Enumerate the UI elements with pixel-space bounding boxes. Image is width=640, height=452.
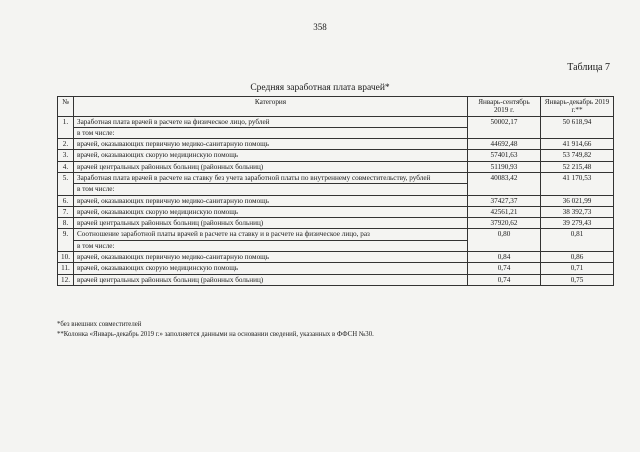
row-category: Соотношение заработной платы врачей в расчете на ставку и в расчете на физическое лицо, раз bbox=[74, 229, 468, 240]
table-row bbox=[58, 195, 614, 206]
row-number: 3. bbox=[58, 150, 74, 161]
value-jan-sep: 57401,63 bbox=[468, 150, 541, 161]
value-jan-sep: 0,80 bbox=[468, 229, 541, 252]
row-number: 5. bbox=[58, 172, 74, 195]
value-jan-sep: 0,84 bbox=[468, 251, 541, 262]
row-category: врачей центральных районных больниц (районных больниц) bbox=[74, 161, 468, 172]
value-jan-dec: 41 914,66 bbox=[541, 139, 614, 150]
row-number: 7. bbox=[58, 206, 74, 217]
row-number: 12. bbox=[58, 274, 74, 285]
table-row bbox=[58, 218, 614, 229]
row-category: врачей, оказывающих скорую медицинскую помощь bbox=[74, 150, 468, 161]
header-category: Категория bbox=[74, 97, 468, 117]
value-jan-sep: 42561,21 bbox=[468, 206, 541, 217]
row-subcaption: в том числе: bbox=[74, 184, 468, 195]
value-jan-sep: 37427,37 bbox=[468, 195, 541, 206]
row-category: врачей, оказывающих скорую медицинскую помощь bbox=[74, 206, 468, 217]
row-category: врачей, оказывающих первичную медико-санитарную помощь bbox=[74, 195, 468, 206]
value-jan-dec: 38 392,73 bbox=[541, 206, 614, 217]
row-number: 8. bbox=[58, 218, 74, 229]
row-subcaption: в том числе: bbox=[74, 240, 468, 251]
row-category: врачей, оказывающих первичную медико-санитарную помощь bbox=[74, 251, 468, 262]
table-row bbox=[58, 263, 614, 274]
table-row bbox=[58, 150, 614, 161]
document-title: Средняя заработная плата врачей* bbox=[250, 83, 390, 93]
value-jan-sep: 0,74 bbox=[468, 274, 541, 285]
row-category: врачей центральных районных больниц (районных больниц) bbox=[74, 218, 468, 229]
value-jan-dec: 53 749,82 bbox=[541, 150, 614, 161]
value-jan-dec: 50 618,94 bbox=[541, 116, 614, 139]
header-num: № bbox=[58, 97, 74, 117]
value-jan-dec: 36 021,99 bbox=[541, 195, 614, 206]
value-jan-sep: 0,74 bbox=[468, 263, 541, 274]
row-number: 2. bbox=[58, 139, 74, 150]
row-subcaption: в том числе: bbox=[74, 127, 468, 138]
table-row bbox=[58, 274, 614, 285]
page-number: 358 bbox=[313, 22, 327, 32]
value-jan-dec: 0,75 bbox=[541, 274, 614, 285]
header-jan-sep: Январь-сентябрь 2019 г. bbox=[468, 97, 541, 117]
footnote-2: **Колонка «Январь-декабрь 2019 г.» заполняется данными на основании сведений, указанных в ФФСН №30. bbox=[57, 330, 374, 338]
table-row bbox=[58, 161, 614, 172]
row-category: Заработная плата врачей в расчете на физическое лицо, рублей bbox=[74, 116, 468, 127]
table-row bbox=[58, 139, 614, 150]
row-number: 6. bbox=[58, 195, 74, 206]
value-jan-dec: 52 215,48 bbox=[541, 161, 614, 172]
value-jan-dec: 41 170,53 bbox=[541, 172, 614, 195]
row-category: врачей центральных районных больниц (районных больниц) bbox=[74, 274, 468, 285]
table-label: Таблица 7 bbox=[567, 62, 610, 73]
table-row bbox=[58, 116, 614, 127]
row-category: Заработная плата врачей в расчете на ставку без учета заработной платы по внутреннему совместительству, рублей bbox=[74, 172, 468, 183]
row-number: 11. bbox=[58, 263, 74, 274]
table-row bbox=[58, 229, 614, 240]
table-header-row bbox=[58, 97, 614, 117]
row-number: 4. bbox=[58, 161, 74, 172]
value-jan-dec: 0,81 bbox=[541, 229, 614, 252]
value-jan-dec: 0,71 bbox=[541, 263, 614, 274]
table-row bbox=[58, 206, 614, 217]
value-jan-sep: 50002,17 bbox=[468, 116, 541, 139]
row-category: врачей, оказывающих первичную медико-санитарную помощь bbox=[74, 139, 468, 150]
value-jan-sep: 40083,42 bbox=[468, 172, 541, 195]
value-jan-sep: 44692,48 bbox=[468, 139, 541, 150]
row-number: 10. bbox=[58, 251, 74, 262]
footnote-1: *без внешних совместителей bbox=[57, 321, 142, 328]
footnotes bbox=[57, 320, 374, 339]
value-jan-sep: 37920,62 bbox=[468, 218, 541, 229]
row-category: врачей, оказывающих скорую медицинскую помощь bbox=[74, 263, 468, 274]
header-jan-dec: Январь-декабрь 2019 г.** bbox=[541, 97, 614, 117]
value-jan-dec: 0,86 bbox=[541, 251, 614, 262]
row-number: 1. bbox=[58, 116, 74, 139]
table-row bbox=[58, 251, 614, 262]
table-row bbox=[58, 172, 614, 183]
value-jan-dec: 39 279,43 bbox=[541, 218, 614, 229]
row-number: 9. bbox=[58, 229, 74, 252]
value-jan-sep: 51190,93 bbox=[468, 161, 541, 172]
salary-table bbox=[57, 96, 614, 286]
